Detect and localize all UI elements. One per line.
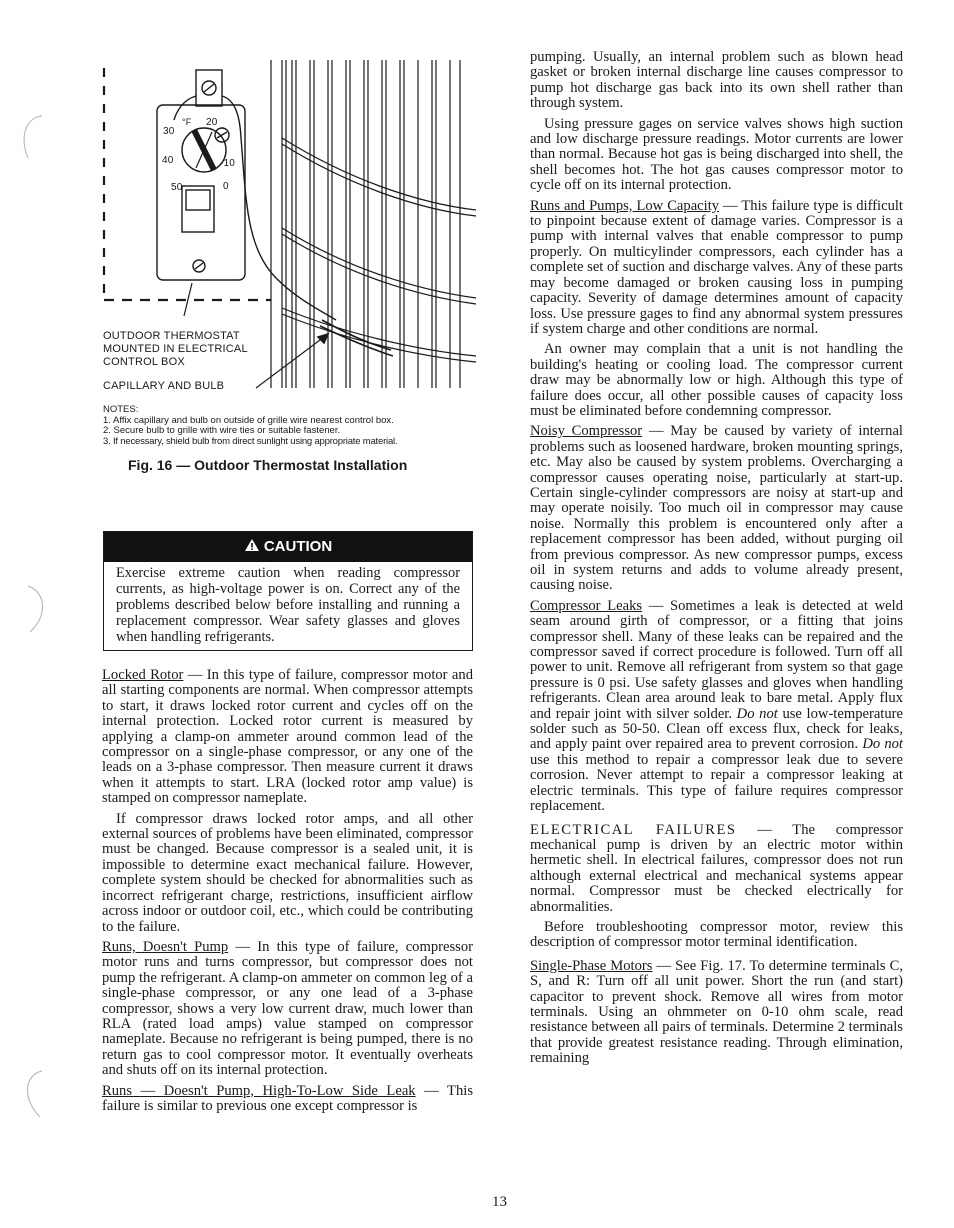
grille-bars [271, 60, 460, 388]
dial-label-40: 40 [162, 155, 174, 166]
pressure-gages-paragraph: Using pressure gages on service valves shows high suction and low discharge pressure readings. Motor currents are lower than normal. Because hot gas is being discharged into shell, the shell becomes hot. The hot gas causes compressor motor to cycle off on its internal protection. [530, 115, 903, 194]
outdoor-thermostat-figure [96, 58, 486, 398]
noisy-compressor-heading: Noisy Compressor [530, 423, 643, 440]
grille-wires [282, 138, 476, 362]
runs-no-pump-paragraph: Runs, Doesn't Pump — In this type of failure, compressor motor runs and turns compressor, but compressor does not pump the refrigerant. A clamp-on ammeter on common leg of a single-phase compressor, or any one lead of a 3-phase compressor, shows a very low current draw, much lower than RLA (rated load amps) value stamped on compressor nameplate. Because no refrigerant is being pumped, there is no return gas to cool compressor motor. It eventually overheats and shuts off on its internal protection. [102, 938, 473, 1079]
caution-box [103, 531, 473, 651]
capillary-bulb-label: CAPILLARY AND BULB [103, 380, 225, 392]
note-1: 1. Affix capillary and bulb on outside of grille wire nearest control box. [103, 414, 394, 426]
runs-no-pump-heading: Runs, Doesn't Pump [102, 938, 229, 955]
low-capacity-paragraph: Runs and Pumps, Low Capacity — This failure type is difficult to pinpoint because extent of damage varies. Compressor is a pump with internal valves that enable compressor to pump properly. On multicylinder compressors, each cylinder has a complete set of suction and discharge valves. Any of these parts may become damaged or broken causing loss in pumping capacity. Severity of damage determines amount of capacity loss. Use pressure gages to find any abnormal system pressures if system charge and other conditions are normal. [530, 197, 903, 337]
binder-hole-mark [20, 1065, 50, 1125]
capillary-wire [241, 138, 336, 320]
noisy-compressor-paragraph: Noisy Compressor — May be caused by variety of internal problems such as loosened hardware, broken mounting springs, etc. May also be caused by system problems. Overcharging a compressor causes operating noise, particularly at start-up. Certain single-cylinder compressors are noisy at start-up and may operate noisily. Too much oil in compressor may cause noise. Normally this problem is encountered only after a replacement compressor has been added, without purging oil from previous compressor. As new compressor pumps, excess oil in system returns and adds to volume already present, causing noise. [530, 423, 903, 594]
caution-text: Exercise extreme caution when reading compressor currents, as high-voltage power is on. Correct any of the problems described below before installing and running a replacement compressor. Wear safety glasses and gloves when handling refrigerants. [116, 565, 460, 645]
dial-label-30: 30 [163, 126, 175, 137]
thermostat-body [157, 70, 245, 280]
high-low-leak-heading: Runs — Doesn't Pump, High-To-Low Side Leak [102, 1082, 416, 1099]
dial-label-50: 50 [171, 182, 183, 193]
note-3: 3. If necessary, shield bulb from direct sunlight using appropriate material. [103, 435, 398, 447]
compressor-leaks-paragraph: Compressor Leaks — Sometimes a leak is detected at weld seam around girth of compressor, or a fitting that joins compressor shell. Many of these leaks can be repaired and the compressor saved if correct procedure is followed. Turn off all power to unit. Remove all refrigerant from system so that gage pressure is 0 psi. Use safety glasses and gloves when handling refrigerants. Clean area around leak to bare metal. Apply flux and repair joint with silver solder. Do not use low-temperature solder such as 50-50. Clean off excess flux, check for leaks, and apply paint over repaired area to prevent corrosion. Do not use this method to repair a compressor leak due to severe corrosion. Never attempt to repair a compressor leaking at electric terminals. This type of failure requires compressor replacement. [530, 597, 903, 815]
low-capacity-heading: Runs and Pumps, Low Capacity [530, 197, 720, 214]
figure-caption: Fig. 16 — Outdoor Thermostat Installation [128, 457, 408, 473]
control-box-outline [104, 68, 271, 300]
dial-label-minus10: -10 [220, 158, 236, 169]
high-low-leak-paragraph: Runs — Doesn't Pump, High-To-Low Side Leak — This failure is similar to previous one except compressor is [102, 1082, 474, 1114]
binder-hole-mark [18, 110, 48, 170]
compressor-leaks-heading: Compressor Leaks [530, 597, 643, 614]
right-text-column [530, 50, 903, 1072]
binder-hole-mark [20, 582, 50, 642]
dial-label-unit: °F [182, 117, 192, 127]
single-phase-paragraph: Single-Phase Motors — See Fig. 17. To determine terminals C, S, and R: Turn off all unit power. Short the run (and start) capacitor to prevent shock. Remove all wires from motor terminals. Using an ohmmeter on 0-10 ohm scale, read resistance between all pairs of terminals. Determine 2 terminals that provide greatest resistance reading. Through elimination, remaining [530, 957, 903, 1067]
terminal-identification-paragraph: Before troubleshooting compressor motor, review this description of compressor motor terminal identification. [530, 918, 903, 951]
warning-triangle-icon [244, 538, 260, 552]
caution-title: CAUTION [263, 538, 333, 555]
left-text-column [102, 668, 473, 1119]
owner-complaint-paragraph: An owner may complain that a unit is not handling the building's heating or cooling load. The compressor current draw may be abnormally low or high. Although this type of failure does occur, all other possible causes of capacity loss must be eliminated before condemning compressor. [530, 341, 903, 419]
locked-rotor-paragraph-2: If compressor draws locked rotor amps, and all other external sources of problems have been eliminated, compressor must be changed. Because compressor is a sealed unit, it is impossible to determine exact mechanical failure. However, complete system should be checked for abnormalities such as incorrect refrigerant charge, restrictions, insufficient airflow across indoor or outdoor coil, etc., which could be contributing to the failure. [102, 810, 473, 935]
dial-label-0: 0 [223, 181, 229, 192]
do-not-emphasis-2: Do not [862, 736, 903, 753]
thermostat-location-label: OUTDOOR THERMOSTAT MOUNTED IN ELECTRICAL CONTROL BOX [103, 330, 248, 368]
do-not-emphasis-1: Do not [736, 705, 778, 722]
page-number: 13 [492, 1194, 507, 1210]
locked-rotor-heading: Locked Rotor [102, 667, 184, 683]
locked-rotor-paragraph: Locked Rotor — In this type of failure, compressor motor and all starting components are normal. When compressor attempts to start, it draws locked rotor current and cycles off on the internal protection. Locked rotor current is measured by applying a clamp-on ammeter around common lead of the compressor on a single-phase compressor, or any one of the leads on a 3-phase compressor. Then measure current it draws when it attempts to start. LRA (locked rotor amp value) is stamped on compressor nameplate. [102, 667, 474, 807]
electrical-failures-heading: ELECTRICAL FAILURES [530, 821, 737, 838]
electrical-failures-paragraph: ELECTRICAL FAILURES — The compressor mechanical pump is driven by an electric motor within hermetic shell. In electrical failures, compressor does not run although external electrical and mechanical systems appear normal. Compressor must be checked electrically for abnormalities. [530, 821, 903, 915]
notes-heading: NOTES: [103, 404, 139, 415]
dial-label-20: 20 [206, 117, 218, 128]
figure-notes [103, 405, 483, 447]
continued-paragraph: pumping. Usually, an internal problem such as blown head gasket or broken internal discharge line causes compressor to pump hot discharge gas back into its own shell rather than through system. [530, 49, 903, 112]
caution-header [104, 532, 472, 562]
single-phase-heading: Single-Phase Motors [530, 957, 653, 974]
note-2: 2. Secure bulb to grille with wire ties or suitable fastener. [103, 425, 341, 436]
